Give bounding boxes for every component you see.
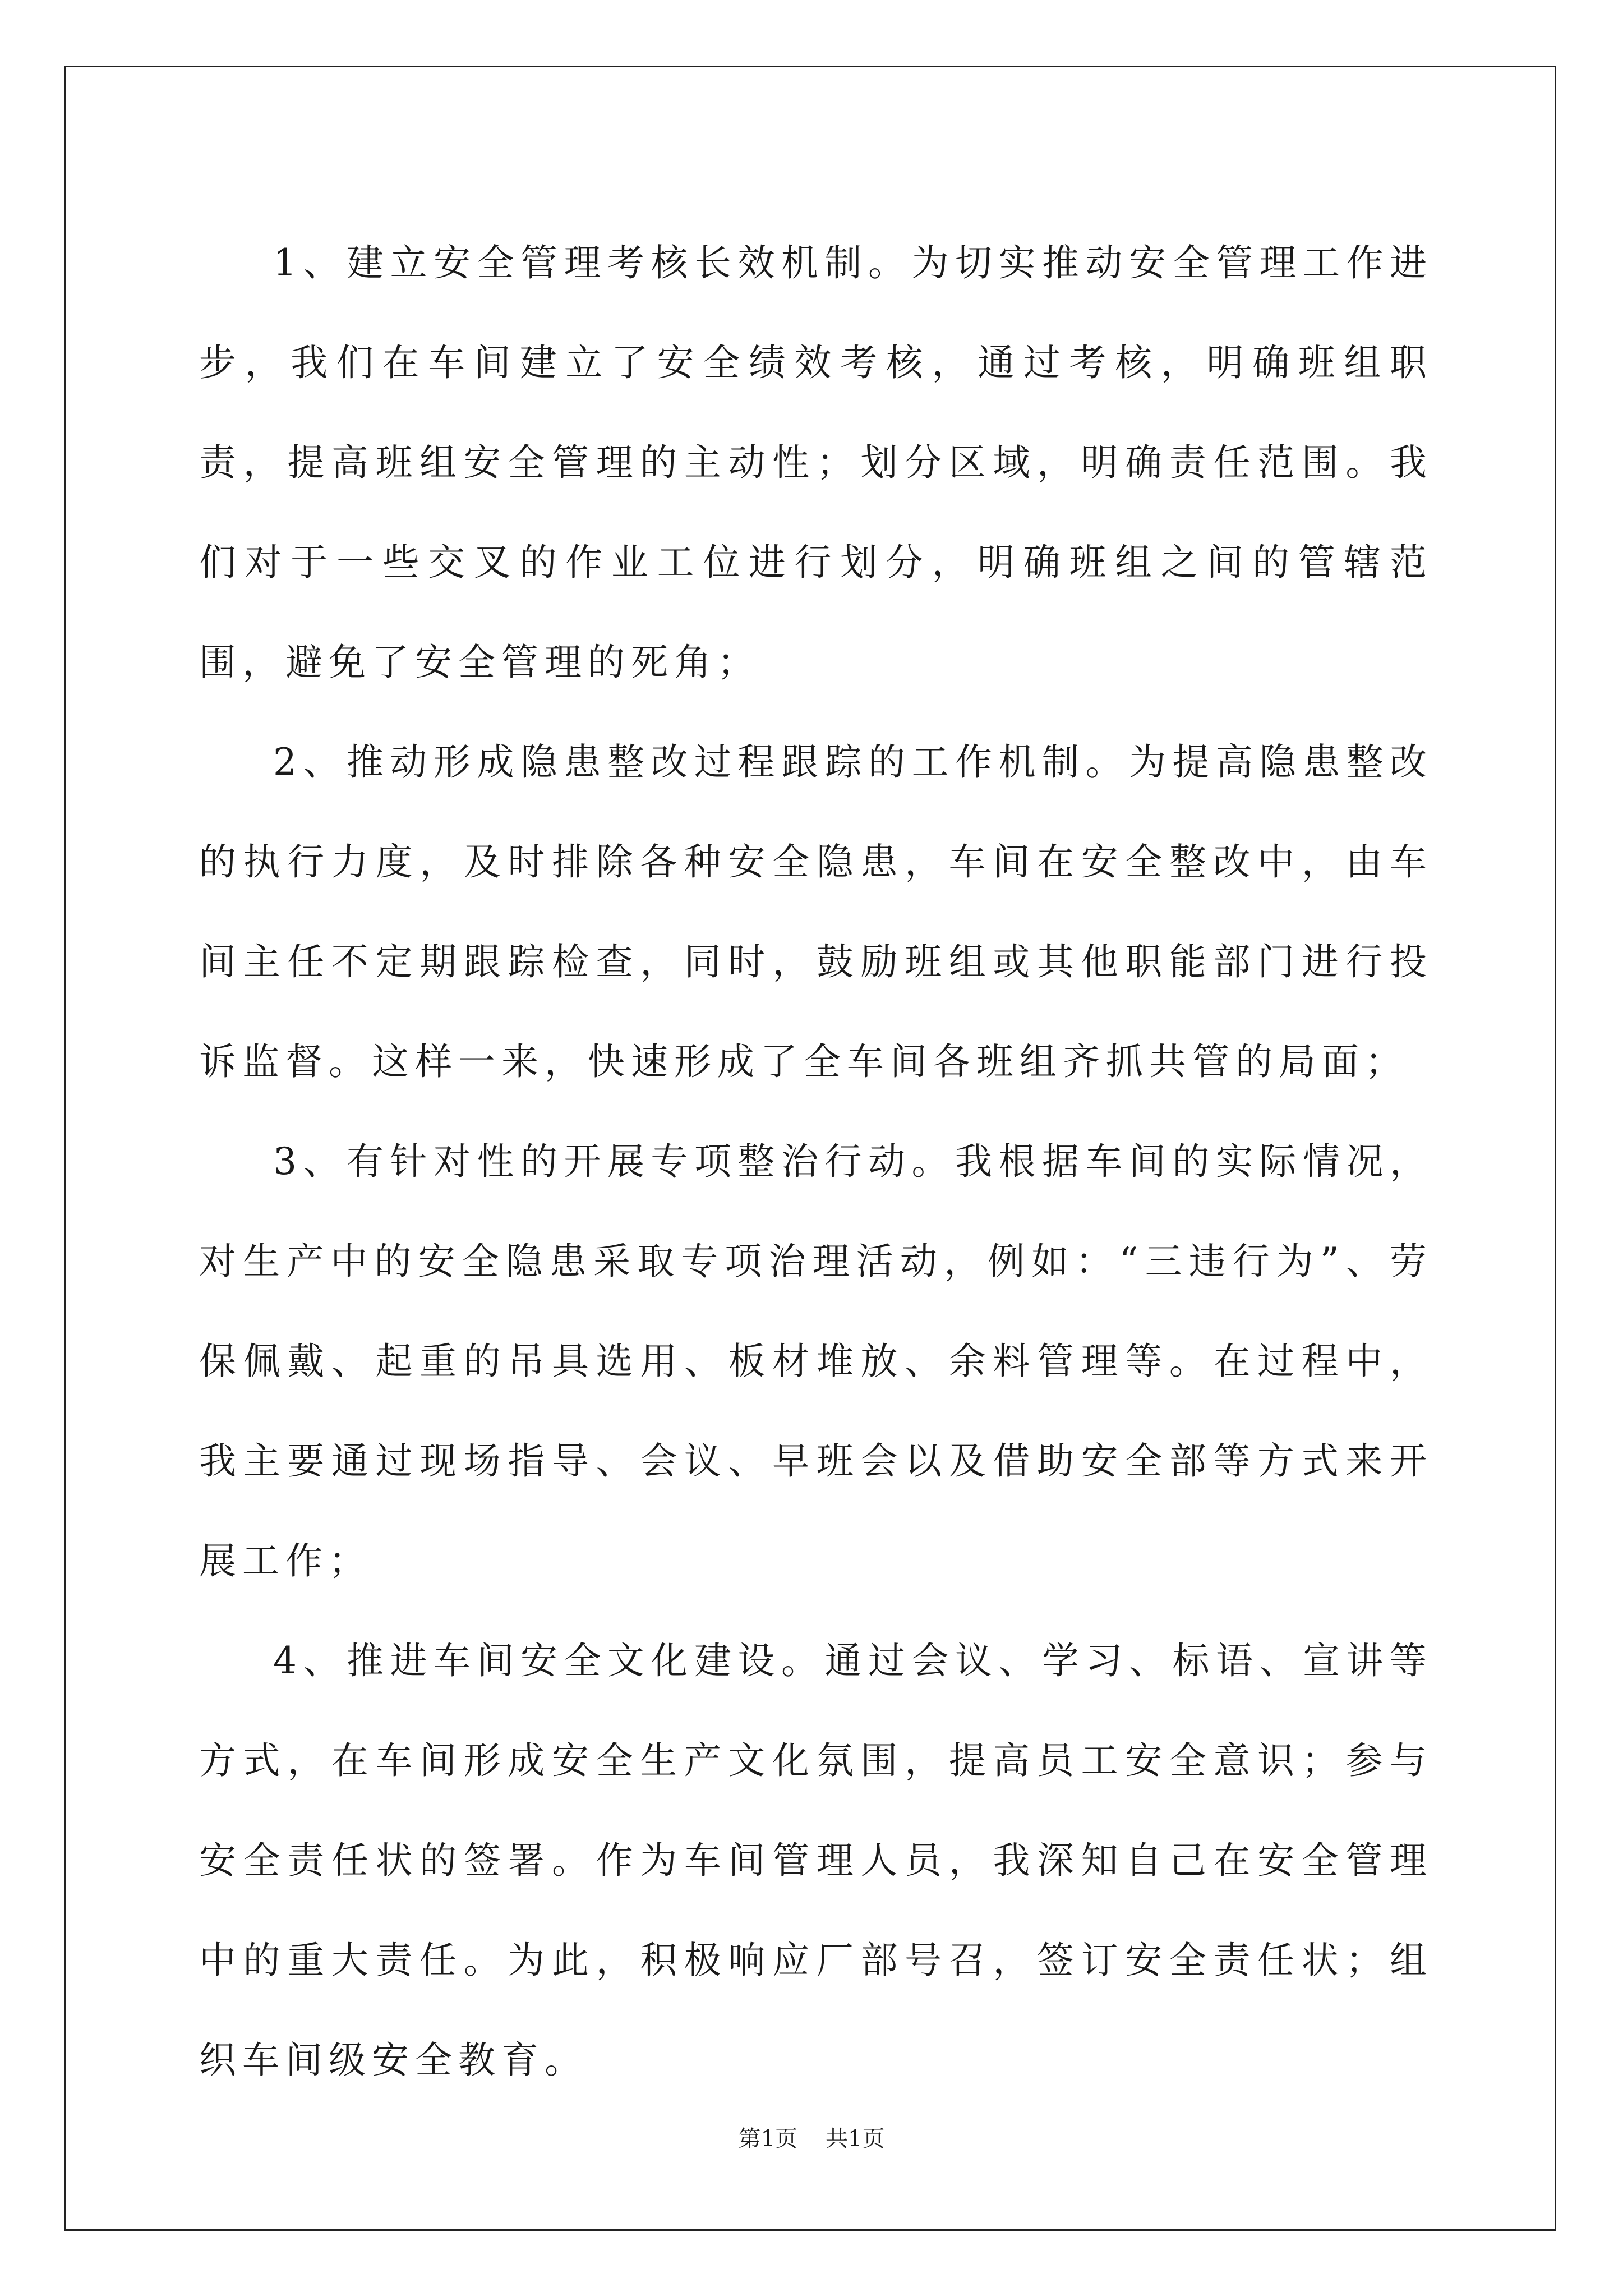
paragraph-3: 3、有针对性的开展专项整治行动。我根据车间的实际情况，对生产中的安全隐患采取专项治理活动，例如：“三违行为”、劳保佩戴、起重的吊具选用、板材堆放、余料管理等。在过程中，我主要通过现场指导、会议、早班会以及借助安全部等方式来开展工作；	[199, 1140, 1433, 1582]
paragraph-4: 4、推进车间安全文化建设。通过会议、学习、标语、宣讲等方式，在车间形成安全生产文化氛围，提高员工安全意识；参与安全责任状的签署。作为车间管理人员，我深知自己在安全管理中的重大责任。为此，积极响应厂部号召，签订安全责任状；组织车间级安全教育。	[199, 1639, 1433, 2082]
document-body	[199, 213, 1433, 2110]
page-number: 第1页	[738, 2126, 797, 2152]
paragraph-2: 2、推动形成隐患整改过程跟踪的工作机制。为提高隐患整改的执行力度，及时排除各种安全隐患，车间在安全整改中，由车间主任不定期跟踪检查，同时，鼓励班组或其他职能部门进行投诉监督。这样一来，快速形成了全车间各班组齐抓共管的局面；	[199, 740, 1433, 1083]
paragraph-1: 1、建立安全管理考核长效机制。为切实推动安全管理工作进步，我们在车间建立了安全绩效考核，通过考核，明确班组职责，提高班组安全管理的主动性；划分区域，明确责任范围。我们对于一些交叉的作业工位进行划分，明确班组之间的管辖范围，避免了安全管理的死角；	[199, 241, 1433, 684]
page-total: 共1页	[826, 2126, 885, 2152]
page-footer	[0, 2125, 1623, 2153]
